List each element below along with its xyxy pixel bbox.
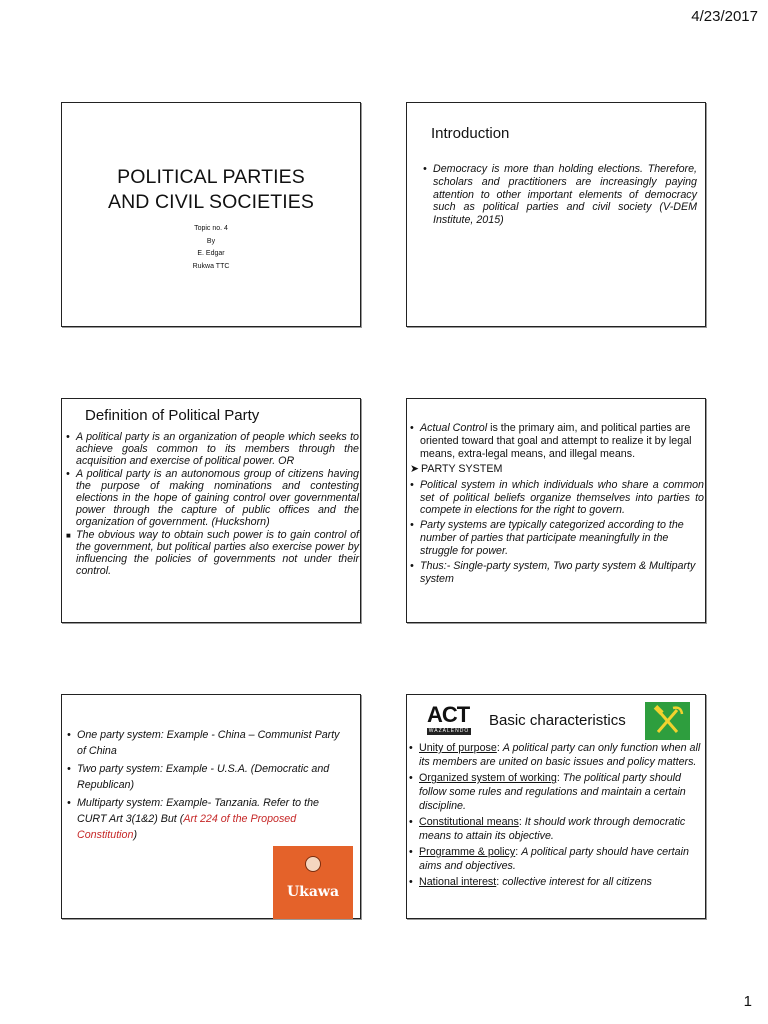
slide-body <box>409 741 704 891</box>
slide-heading: Introduction <box>431 125 510 142</box>
characteristic-item: • Organized system of working: The political party should follow some rules and regulations and maintain a certain discipline. <box>409 772 686 812</box>
characteristic-separator: : <box>496 876 503 888</box>
slide-main-title <box>62 165 360 215</box>
bullet-text: One party system: Example - China – Communist Party of China <box>77 729 340 757</box>
bullet-item: • Thus:- Single-party system, Two party system & Multiparty system <box>410 560 696 585</box>
characteristic-separator: : <box>496 742 503 754</box>
title-line-1: POLITICAL PARTIES <box>117 166 305 188</box>
slide-title <box>61 102 361 327</box>
slide-party-system <box>406 398 706 623</box>
arrow-icon: ➤ <box>410 462 419 475</box>
slide-basic-characteristics <box>406 694 706 919</box>
bullet-item: • Democracy is more than holding elections. Therefore, scholars and practitioners are increasingly paying attention to other important elements of democracy such as political parties and civil society (V-DEM Institute, 2015) <box>423 163 697 227</box>
author-name: E. Edgar <box>197 250 225 257</box>
slide-body <box>66 432 359 580</box>
party-flag-logo <box>645 702 690 740</box>
bullet-red-text: Art 224 of the Proposed Constitution <box>77 812 297 841</box>
slide-subtitle <box>62 223 360 273</box>
characteristic-term: Unity of purpose <box>419 742 497 754</box>
bullet-item: ■ The obvious way to obtain such power is to gain control of the government, but political parties also exercise power by influencing the policies of governments not under their control. <box>66 529 359 577</box>
characteristic-term: Organized system of working <box>419 772 557 784</box>
bullet-item: • One party system: Example - China – Communist Party of China <box>67 729 340 757</box>
act-logo <box>427 702 475 738</box>
bullet-text: Thus:- Single-party system, Two party system & Multiparty system <box>420 560 696 585</box>
bullet-text: Multiparty system: Example- Tanzania. Refer to the CURT Art 3(1&2) But ( <box>77 797 319 825</box>
slide-body <box>67 728 347 846</box>
characteristic-item: • Programme & policy: A political party should have certain aims and objectives. <box>409 846 689 872</box>
slide-heading: Definition of Political Party <box>85 407 260 424</box>
bullet-item: • Party systems are typically categorized according to the number of parties that participate meaningfully in the struggle for power. <box>410 519 684 558</box>
slide-body <box>410 422 704 588</box>
bullet-item: • A political party is an autonomous group of citizens having the purpose of making nominations and contesting elections in the hope of gaining control over governmental power through the capture of public offices and the organization of government. (Huckshorn) <box>66 468 359 528</box>
bullet-item: • Multiparty system: Example- Tanzania. Refer to the CURT Art 3(1&2) But (Art 224 of the Proposed Constitution) <box>67 797 319 841</box>
slide-heading: Basic characteristics <box>489 712 626 729</box>
bullet-text-end: ) <box>133 828 138 841</box>
bullet-item: • Political system in which individuals who share a common set of political beliefs organize themselves into parties to compete in elections for the right to govern. <box>410 478 704 517</box>
slide-introduction <box>406 102 706 327</box>
characteristic-term: Programme & policy <box>419 846 516 858</box>
section-heading: PARTY SYSTEM <box>421 462 503 475</box>
bullet-item: • Actual Control is the primary aim, and political parties are oriented toward that goal and attempt to realize it by legal means, extra-legal means, and illegal means. <box>410 422 692 460</box>
characteristic-item: • National interest: collective interest for all citizens <box>409 876 652 888</box>
by-label: By <box>206 237 216 245</box>
characteristic-desc: A political party should have certain aims and objectives. <box>419 846 689 872</box>
title-line-2: AND CIVIL SOCIETIES <box>108 191 314 213</box>
bullet-text: is the primary aim, and political parties are oriented toward that goal and attempt to realize it by legal means, extra-legal means, and illegal means. <box>420 422 692 460</box>
date: 4/23/2017 <box>691 8 758 25</box>
characteristic-term: National interest <box>419 876 497 888</box>
crossed-tools-icon <box>645 702 690 740</box>
bullet-text: A political party is an autonomous group of citizens having the purpose of making nominations and contesting elections in the hope of gaining control over governmental power through the capture of public offices and the organization of government. (Huckshorn) <box>76 468 359 528</box>
bullet-text: Democracy is more than holding elections. Therefore, scholars and practitioners are increasingly paying attention to other important elements of democracy such as political parties and civil society (V-DEM Institute, 2015) <box>433 163 697 227</box>
slide-body <box>423 163 697 230</box>
characteristic-separator: : <box>515 846 522 858</box>
bullet-text: Two party system: Example - U.S.A. (Democratic and Republican) <box>77 763 330 791</box>
characteristic-separator: : <box>518 816 525 828</box>
characteristic-separator: : <box>556 772 563 784</box>
act-logo-subtext: WAZALENDO <box>428 728 470 734</box>
institution-name: Rukwa TTC <box>192 262 230 270</box>
bullet-item: • Two party system: Example - U.S.A. (Democratic and Republican) <box>67 763 330 791</box>
act-logo-letters: ACT <box>427 702 470 727</box>
characteristic-desc: The political party should follow some rules and regulations and maintain a certain discipline. <box>419 772 686 812</box>
emblem-icon <box>305 856 321 872</box>
bullet-text: Party systems are typically categorized according to the number of parties that participate meaningfully in the struggle for power. <box>420 519 684 558</box>
characteristic-item: • Unity of purpose: A political party can only function when all its members are united on basic issues and policy matters. <box>409 742 701 768</box>
page-number: 1 <box>743 993 752 1010</box>
characteristic-desc: A political party can only function when all its members are united on basic issues and policy matters. <box>419 742 701 768</box>
bullet-text: Political system in which individuals who share a common set of political beliefs organize themselves into parties to compete in elections for the right to govern. <box>420 478 704 517</box>
slide-examples <box>61 694 361 919</box>
bullet-text: A political party is an organization of people which seeks to achieve goals common to its members through the acquisition and exercise of political power. OR <box>76 431 359 467</box>
characteristic-desc: collective interest for all citizens <box>502 876 652 888</box>
characteristic-term: Constitutional means <box>419 816 519 828</box>
bullet-italic-text: Actual Control <box>420 422 488 434</box>
ukawa-logo-text: Ukawa <box>286 884 340 900</box>
slide-definition <box>61 398 361 623</box>
topic-label: Topic no. 4 <box>194 225 228 232</box>
heading-item <box>410 463 704 476</box>
ukawa-logo <box>273 846 353 919</box>
characteristic-desc: It should work through democratic means to attain its objective. <box>419 816 686 842</box>
bullet-text: The obvious way to obtain such power is to gain control of the government, but political parties also exercise power by influencing the policies of governments not under their control. <box>76 529 359 577</box>
characteristic-item: • Constitutional means: It should work through democratic means to attain its objective. <box>409 816 686 842</box>
bullet-item: • A political party is an organization of people which seeks to achieve goals common to its members through the acquisition and exercise of political power. OR <box>66 431 359 467</box>
